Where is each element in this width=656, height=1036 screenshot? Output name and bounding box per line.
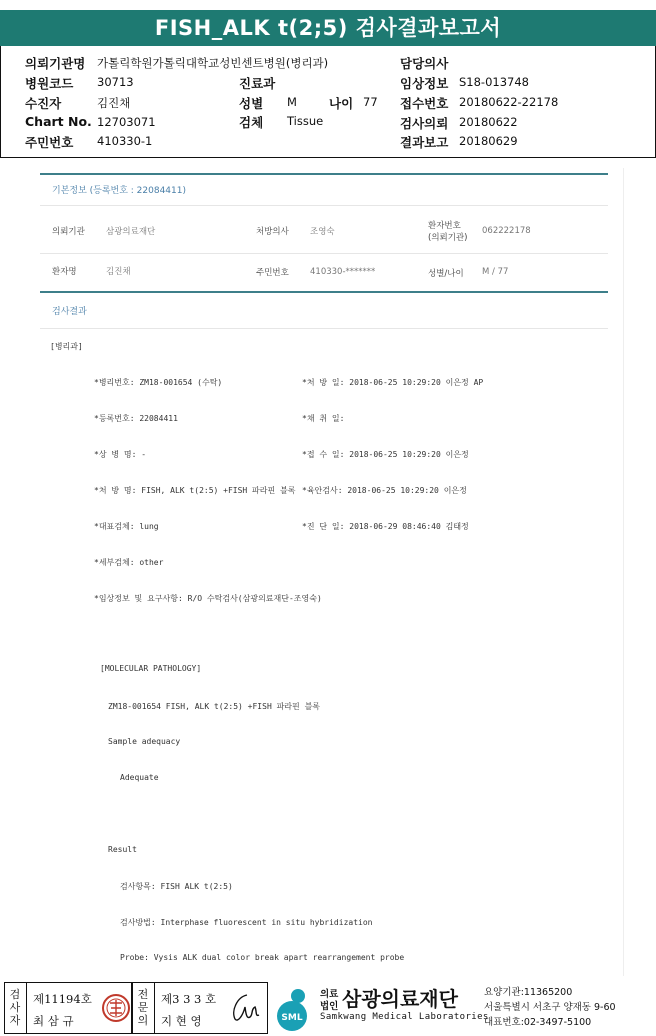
prescriber-label: 처방의사 [256,227,289,237]
divider [40,205,608,206]
adequate: Adequate [120,773,159,782]
test-item: 검사항목: FISH ALK t(2:5) [120,882,233,891]
rrn-value: 410330-1 [97,134,153,148]
specialist-license-no: 제3 3 3 호 [161,992,217,1006]
info-line: *처 방 명: FISH, ALK t(2:5) +FISH 파라핀 블록 [94,486,296,495]
request-date-value: 20180622 [459,115,518,129]
attending-label: 담당의사 [400,56,449,71]
examinee-label: 수진자 [25,96,62,111]
req-org-label: 의뢰기관 [52,227,85,237]
report-header [0,46,656,158]
pathology-section: [병리과] [50,342,83,351]
examiner-vertical-cell [5,983,27,1033]
molecular-header: [MOLECULAR PATHOLOGY] [100,664,202,673]
divider [40,328,608,329]
receipt-no-label: 접수번호 [400,96,449,111]
info-line: *임상정보 및 요구사항: R/O 수탁검사(삼광의료재단-조영숙) [94,594,322,603]
org-small-2: 법인 [320,1001,339,1012]
sex-label: 성별 [239,96,264,111]
info-line: *세부검체: other [94,558,164,567]
patient-name-value: 김진채 [106,267,131,277]
age-label: 나이 [329,96,354,111]
org-english: Samkwang Medical Laboratories [320,1012,489,1022]
date-line: *진 단 일: 2018-06-29 08:46:40 김태정 [302,522,469,531]
hospital-code-label: 병원코드 [25,76,74,91]
info-line: *등록번호: 22084411 [94,414,178,423]
scan-rrn-label: 주민번호 [256,268,289,278]
test-method: 검사방법: Interphase fluorescent in situ hybridization [120,918,373,927]
divider [40,291,608,293]
address: 서울특별시 서초구 양재동 9-60 [484,1002,616,1013]
specialist-vertical-cell [133,983,155,1033]
patient-name-label: 환자명 [52,267,77,277]
sample-adequacy: Sample adequacy [108,737,181,746]
requesting-org-label: 의뢰기관명 [25,56,86,71]
report-date-label: 결과보고 [400,135,449,150]
examinee-value: 김진채 [97,96,131,110]
signature [225,989,263,1027]
specialist-char: 의 [137,1014,149,1027]
institution-code: 요양기관:11365200 [484,987,573,998]
specimen-value: Tissue [287,114,324,128]
probe: Probe: Vysis ALK dual color break apart rearrangement probe [120,953,405,962]
molecular-line: ZM18-001654 FISH, ALK t(2:5) +FISH 파라핀 블록 [108,702,321,711]
requesting-org-value: 가톨릭학원가톨릭대학교성빈센트병원(병리과) [97,56,329,70]
divider [40,173,608,175]
report-title: FISH_ALK t(2;5) 검사결과보고서 [0,10,656,46]
request-date-label: 검사의뢰 [400,116,449,131]
examiner-char: 자 [9,1014,21,1027]
examiner-char: 검 [9,988,21,1001]
chart-no-label: Chart No. [25,114,92,129]
patient-no-value: 062222178 [482,226,531,236]
patient-no-label: 환자번호 [428,221,461,231]
report-date-value: 20180629 [459,134,518,148]
date-line: *채 취 일: [302,414,345,423]
age-value: 77 [363,95,378,109]
examiner-license-no: 제11194호 [33,992,92,1006]
specialist-char: 문 [137,1001,149,1014]
prescriber-value: 조영숙 [310,227,335,237]
examiner-box [4,982,132,1034]
specialist-char: 전 [137,988,149,1001]
info-line: *상 병 명: - [94,450,147,459]
org-small-1: 의료 [320,989,339,1000]
specialist-box [132,982,268,1034]
basic-info-header: 기본정보 (등록번호 : 22084411) [52,186,186,196]
examiner-char: 사 [9,1001,21,1014]
date-line: *처 방 일: 2018-06-25 10:29:20 이은정 AP [302,378,484,387]
phone: 대표번호:02-3497-5100 [484,1017,592,1028]
date-line: *육안검사: 2018-06-25 10:29:20 이은정 [302,486,467,495]
clinical-info-label: 임상정보 [400,76,449,91]
clinical-info-value: S18-013748 [459,75,529,89]
scanned-report [36,168,624,976]
hospital-code-value: 30713 [97,75,134,89]
scan-rrn-value: 410330-******* [310,267,376,277]
seal-stamp [101,991,131,1025]
rrn-label: 주민번호 [25,135,74,150]
specialist-name: 지 현 영 [161,1014,202,1028]
report-footer [0,980,656,1036]
dept-label: 진료과 [239,76,276,91]
chart-no-value: 12703071 [97,115,156,129]
receipt-no-value: 20180622-22178 [459,95,559,109]
specimen-label: 검체 [239,115,264,130]
divider [40,253,608,254]
sex-age-label: 성별/나이 [428,269,464,279]
info-line: *대표검체: lung [94,522,159,531]
org-name: 삼광의료재단 [342,987,458,1011]
examiner-name: 최 삼 규 [33,1014,74,1028]
result-header: Result [108,845,137,854]
results-header: 검사결과 [52,307,87,317]
logo-text: SML [281,1013,303,1023]
sex-value: M [287,95,297,109]
patient-no-sublabel: (의뢰기관) [428,233,468,243]
date-line: *접 수 일: 2018-06-25 10:29:20 이은정 [302,450,469,459]
info-line: *병리번호: ZM18-001654 (수탁) [94,378,223,387]
sex-age-value: M / 77 [482,267,509,277]
req-org-value: 삼광의료재단 [106,227,156,237]
sml-logo-icon [270,984,316,1032]
